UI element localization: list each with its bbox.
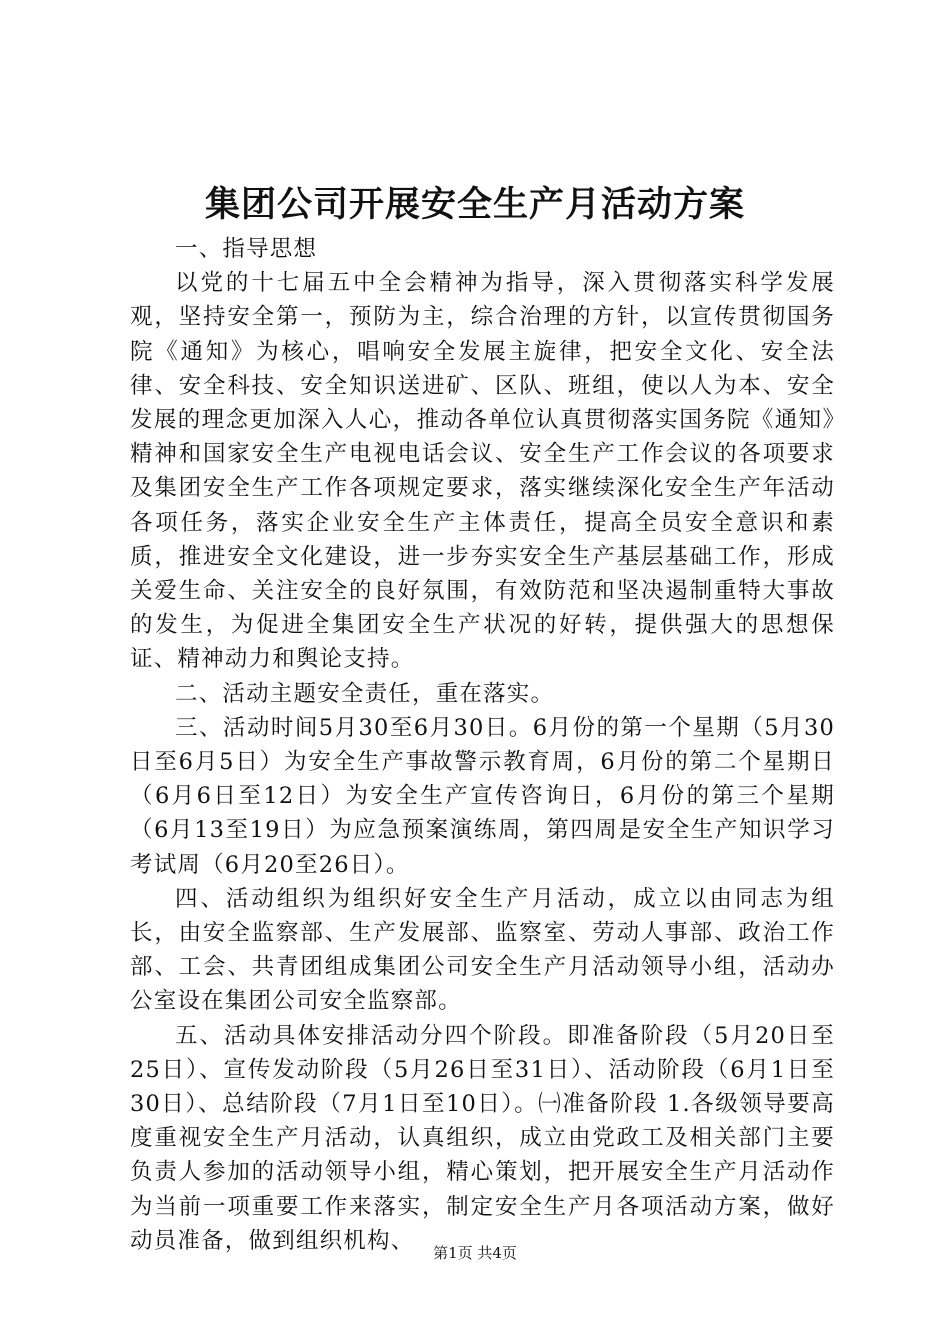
document-title: 集团公司开展安全生产月活动方案 (204, 184, 745, 225)
page-footer: 第1页 共4页 (433, 1244, 517, 1262)
section-heading-guiding-ideology: 一、指导思想 (175, 236, 318, 262)
paragraph-activity-theme: 二、活动主题安全责任，重在落实。 (175, 680, 555, 707)
document-body (130, 232, 835, 1258)
paragraph-guiding-ideology: 以党的十七届五中全会精神为指导，深入贯彻落实科学发展观，坚持安全第一，预防为主，综合治理的方针，以宣传贯彻国务院《通知》为核心，唱响安全发展主旋律，把安全文化、安全法律、安全科技、安全知识送进矿、区队、班组，使以人为本、安全发展的理念更加深入人心，推动各单位认真贯彻落实国务院《通知》精神和国家安全生产电视电话会议、安全生产工作会议的各项要求及集团安全生产工作各项规定要求，落实继续深化安全生产年活动各项任务，落实企业安全生产主体责任，提高全员安全意识和素质，推进安全文化建设，进一步夯实安全生产基层基础工作，形成关爱生命、关注安全的良好氛围，有效防范和坚决遏制重特大事故的发生，为促进全集团安全生产状况的好转，提供强大的思想保证、精神动力和舆论支持。 (130, 270, 835, 673)
paragraph-activity-time: 三、活动时间5月30至6月30日。6月份的第一个星期（5月30日至6月5日）为安全生产事故警示教育周，6月份的第二个星期日（6月6日至12日）为安全生产宣传咨询日，6月份的第三个星期（6月13至19日）为应急预案演练周，第四周是安全生产知识学习考试周（6月20至26日）。 (130, 714, 835, 878)
paragraph-activity-organization: 四、活动组织为组织好安全生产月活动，成立以由同志为组长，由安全监察部、生产发展部、监察室、劳动人事部、政治工作部、工会、共青团组成集团公司安全生产月活动领导小组，活动办公室设在集团公司安全监察部。 (130, 885, 835, 1015)
paragraph-activity-arrangement: 五、活动具体安排活动分四个阶段。即准备阶段（5月20日至25日）、宣传发动阶段（5月26日至31日）、活动阶段（6月1日至30日）、总结阶段（7月1日至10日）。㈠准备阶段 1.各级领导要高度重视安全生产月活动，认真组织，成立由党政工及相关部门主要负责人参加的活动领导小组，精心策划，把开展安全生产月活动作为当前一项重要工作来落实，制定安全生产月各项活动方案，做好动员准备，做到组织机构、 (130, 1022, 835, 1254)
